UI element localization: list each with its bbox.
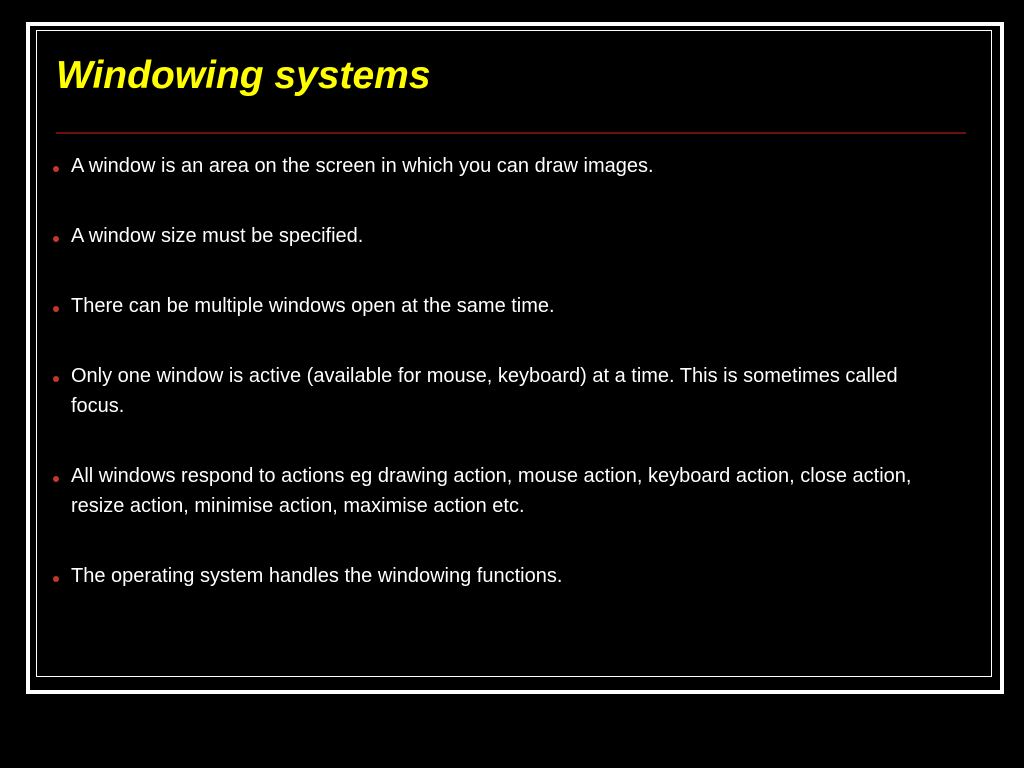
bullet-item xyxy=(48,291,948,321)
bullet-text: A window is an area on the screen in which you can draw images. xyxy=(71,155,654,177)
bullet-dot-icon xyxy=(53,166,59,172)
bullet-dot-icon xyxy=(53,306,59,312)
bullet-text: There can be multiple windows open at the same time. xyxy=(71,295,555,317)
slide-title: Windowing systems xyxy=(56,54,431,97)
bullet-item xyxy=(48,361,948,421)
bullet-text: All windows respond to actions eg drawing action, mouse action, keyboard action, close action, resize action, minimise action, maximise action etc. xyxy=(71,465,912,517)
bullet-dot-icon xyxy=(53,236,59,242)
bullet-item xyxy=(48,561,948,591)
bullet-text: A window size must be specified. xyxy=(71,225,364,247)
bullet-text: The operating system handles the windowing functions. xyxy=(71,565,563,587)
bullet-dot-icon xyxy=(53,576,59,582)
bullet-item xyxy=(48,151,948,181)
bullet-item xyxy=(48,221,948,251)
title-divider xyxy=(56,132,966,134)
bullet-dot-icon xyxy=(53,476,59,482)
bullet-item xyxy=(48,461,948,521)
bullet-text: Only one window is active (available for mouse, keyboard) at a time. This is sometimes called focus. xyxy=(71,365,898,417)
bullet-list xyxy=(48,151,948,631)
bullet-dot-icon xyxy=(53,376,59,382)
